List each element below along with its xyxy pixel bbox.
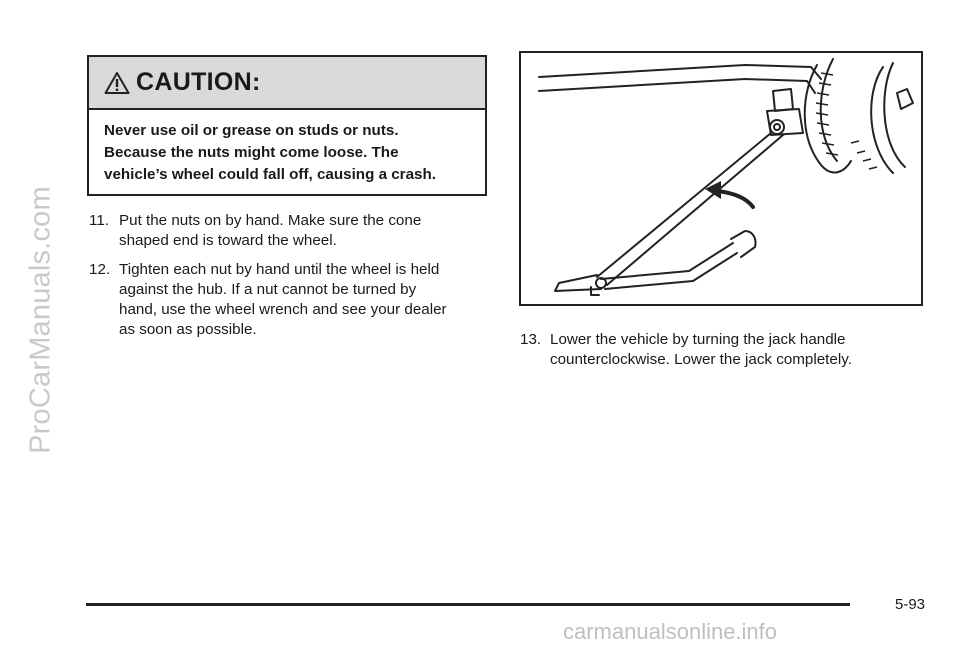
footer-rule	[86, 603, 850, 606]
step-text	[119, 211, 489, 251]
step-item	[89, 260, 489, 340]
caution-title: CAUTION:	[136, 68, 261, 96]
step-line: hand, use the wheel wrench and see your dealer	[119, 301, 447, 318]
jack-lowering-illustration	[519, 51, 923, 306]
illustration-drawing	[521, 53, 921, 304]
step-number: 11.	[89, 212, 109, 229]
step-number: 13.	[520, 331, 542, 348]
steps-left-column	[89, 211, 489, 349]
page-number: 5-93	[895, 596, 926, 613]
steps-right-column	[520, 330, 940, 379]
step-line: counterclockwise. Lower the jack completely.	[550, 351, 852, 368]
step-item	[520, 330, 940, 370]
step-text	[119, 260, 489, 340]
step-number: 12.	[89, 261, 111, 278]
step-item	[89, 211, 489, 251]
step-line: against the hub. If a nut cannot be turned by	[119, 281, 417, 298]
caution-text	[89, 110, 485, 186]
caution-line: vehicle’s wheel could fall off, causing a crash.	[104, 166, 436, 183]
step-line: shaped end is toward the wheel.	[119, 232, 337, 249]
caution-line: Never use oil or grease on studs or nuts.	[104, 122, 399, 139]
caution-header	[89, 57, 485, 110]
bottom-watermark: carmanualsonline.info	[563, 619, 778, 644]
step-line: Lower the vehicle by turning the jack handle	[550, 331, 846, 348]
step-line: Put the nuts on by hand. Make sure the cone	[119, 212, 422, 229]
caution-line: Because the nuts might come loose. The	[104, 144, 399, 161]
step-line: as soon as possible.	[119, 321, 257, 338]
caution-box	[87, 55, 487, 196]
warning-triangle-icon	[104, 71, 130, 95]
side-watermark	[16, 0, 66, 640]
side-watermark-text: ProCarManuals.com	[24, 186, 57, 454]
step-line: Tighten each nut by hand until the wheel is held	[119, 261, 440, 278]
step-text	[550, 330, 940, 370]
